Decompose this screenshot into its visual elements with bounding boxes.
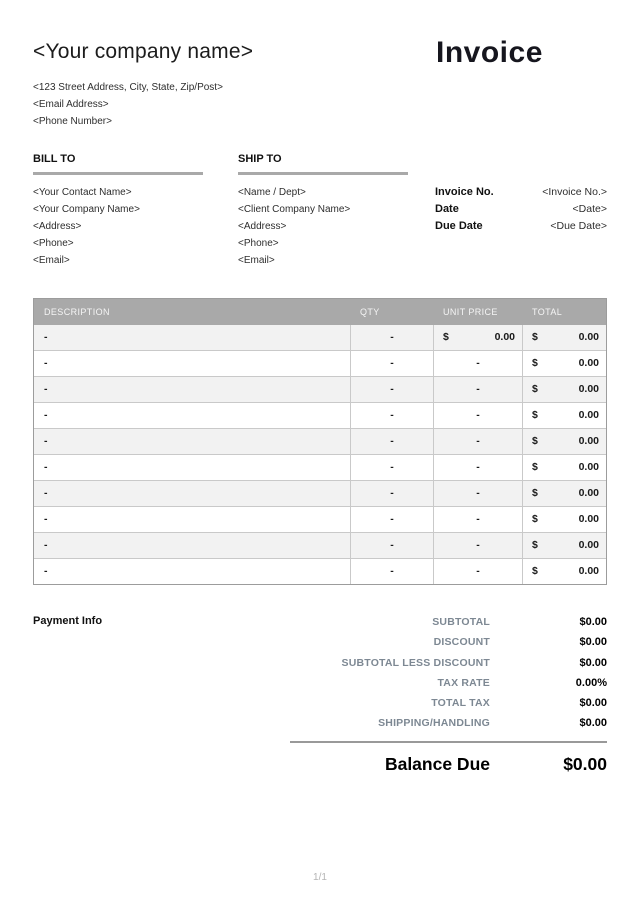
ship-to-line-field[interactable]: <Client Company Name> [238, 204, 351, 215]
ship-to-lines [238, 184, 408, 269]
bill-to-line-field[interactable]: <Your Contact Name> [33, 187, 132, 198]
summary-value: $0.00 [579, 616, 607, 628]
table-row [34, 377, 606, 403]
summary-row [250, 632, 607, 652]
invoice-meta-row [435, 218, 607, 235]
table-row [34, 455, 606, 481]
summary-value: $0.00 [579, 656, 607, 669]
company-name-field[interactable]: <Your company name> [33, 40, 254, 63]
summary-label: TAX RATE [437, 676, 490, 689]
item-total-cell-currency: $ [532, 513, 538, 525]
item-unit-price-cell[interactable]: - [433, 351, 522, 376]
item-description-cell[interactable]: - [44, 409, 48, 421]
item-qty-cell[interactable]: - [350, 481, 433, 506]
item-description-cell[interactable]: - [44, 461, 48, 473]
company-email-field[interactable]: <Email Address> [33, 99, 109, 110]
summary-value: $0.00 [579, 697, 607, 710]
bill-to-line-field[interactable]: <Address> [33, 221, 82, 232]
item-total-cell[interactable] [522, 559, 606, 584]
balance-due-row [250, 751, 607, 777]
ship-to-line-field[interactable]: <Phone> [238, 238, 279, 249]
item-total-cell[interactable] [522, 507, 606, 532]
company-block [33, 40, 253, 130]
item-total-cell-currency: $ [532, 409, 538, 421]
ship-to-line-field[interactable]: <Name / Dept> [238, 187, 306, 198]
item-total-cell-amount: 0.00 [578, 565, 599, 577]
bill-to-divider-bar [33, 172, 203, 175]
item-unit-price-cell[interactable]: - [433, 403, 522, 428]
item-total-cell[interactable] [522, 351, 606, 376]
item-description-cell[interactable]: - [44, 487, 48, 499]
item-description-cell[interactable]: - [44, 539, 48, 551]
item-total-cell-currency: $ [532, 565, 538, 577]
invoice-meta-value-field[interactable]: <Date> [572, 203, 607, 215]
item-qty-cell[interactable]: - [350, 351, 433, 376]
item-total-cell-amount: 0.00 [578, 461, 599, 473]
item-total-cell-amount: 0.00 [578, 331, 599, 343]
item-qty-cell[interactable]: - [350, 533, 433, 558]
bill-to-line-field[interactable]: <Email> [33, 255, 70, 266]
summary-value: 0.00% [575, 676, 607, 689]
item-total-cell[interactable] [522, 429, 606, 454]
item-total-cell[interactable] [522, 481, 606, 506]
item-total-cell-currency: $ [532, 461, 538, 473]
table-row [34, 533, 606, 559]
ship-to-line-field[interactable]: <Email> [238, 255, 275, 266]
column-header: DESCRIPTION [44, 307, 110, 317]
summary-label: SUBTOTAL LESS DISCOUNT [341, 656, 490, 669]
table-row [34, 403, 606, 429]
item-unit-price-cell[interactable]: - [433, 429, 522, 454]
summary-label: SHIPPING/HANDLING [378, 717, 490, 730]
item-qty-cell[interactable]: - [350, 559, 433, 584]
item-description-cell[interactable]: - [44, 357, 48, 369]
item-description-cell[interactable]: - [44, 513, 48, 525]
bill-to-lines [33, 184, 203, 269]
invoice-meta-value-field[interactable]: <Due Date> [550, 220, 607, 232]
item-total-cell-amount: 0.00 [578, 513, 599, 525]
summary-value: $0.00 [579, 717, 607, 730]
column-header: TOTAL [532, 307, 563, 317]
ship-to-section [238, 153, 408, 269]
bill-to-line-field[interactable]: <Phone> [33, 238, 74, 249]
item-description-cell[interactable]: - [44, 331, 48, 343]
item-qty-cell[interactable]: - [350, 403, 433, 428]
table-row [34, 429, 606, 455]
summary-row [250, 673, 607, 693]
item-total-cell-currency: $ [532, 357, 538, 369]
item-total-cell-currency: $ [532, 331, 538, 343]
column-header: UNIT PRICE [443, 307, 498, 317]
item-qty-cell[interactable]: - [350, 455, 433, 480]
balance-due-value: $0.00 [563, 754, 607, 774]
summary-row [250, 713, 607, 733]
item-total-cell-currency: $ [532, 435, 538, 447]
item-unit-price-cell[interactable]: - [433, 455, 522, 480]
item-unit-price-cell[interactable]: - [433, 377, 522, 402]
payment-info-label: Payment Info [33, 615, 103, 627]
item-total-cell-currency: $ [532, 539, 538, 551]
item-total-cell-amount: 0.00 [578, 357, 599, 369]
item-qty-cell[interactable]: - [350, 507, 433, 532]
summary-row [250, 612, 607, 632]
item-qty-cell[interactable]: - [350, 429, 433, 454]
company-contact-lines [33, 79, 253, 130]
item-total-cell[interactable] [522, 377, 606, 402]
balance-due-label: Balance Due [384, 754, 490, 774]
item-unit-price-cell[interactable]: - [433, 507, 522, 532]
invoice-meta-label: Date [435, 203, 459, 215]
table-row [34, 351, 606, 377]
ship-to-line-field[interactable]: <Address> [238, 221, 287, 232]
item-total-cell-currency: $ [532, 487, 538, 499]
item-qty-cell[interactable]: - [350, 377, 433, 402]
summary-label: TOTAL TAX [431, 697, 490, 710]
item-total-cell-amount: 0.00 [578, 383, 599, 395]
item-unit-price-cell-amount: 0.00 [494, 331, 515, 343]
table-row [34, 507, 606, 533]
items-table-header-row [34, 299, 606, 325]
invoice-meta-block [435, 184, 607, 235]
item-unit-price-cell[interactable] [433, 325, 522, 350]
company-phone-field[interactable]: <Phone Number> [33, 116, 112, 127]
item-total-cell-currency: $ [532, 383, 538, 395]
item-total-cell-amount: 0.00 [578, 487, 599, 499]
summary-row [250, 693, 607, 713]
invoice-meta-label: Due Date [435, 220, 483, 232]
ship-to-divider-bar [238, 172, 408, 175]
invoice-title: Invoice [436, 36, 543, 69]
item-total-cell[interactable] [522, 533, 606, 558]
bill-to-heading: BILL TO [33, 153, 76, 165]
item-unit-price-cell-currency: $ [443, 331, 449, 343]
item-total-cell-amount: 0.00 [578, 409, 599, 421]
item-unit-price-cell[interactable]: - [433, 481, 522, 506]
item-total-cell[interactable] [522, 403, 606, 428]
column-header: QTY [360, 307, 380, 317]
item-total-cell[interactable] [522, 325, 606, 350]
item-total-cell-amount: 0.00 [578, 539, 599, 551]
table-row [34, 559, 606, 584]
item-description-cell[interactable]: - [44, 435, 48, 447]
invoice-meta-row [435, 201, 607, 218]
item-total-cell-amount: 0.00 [578, 435, 599, 447]
balance-divider [290, 741, 607, 743]
invoice-meta-label: Invoice No. [435, 186, 494, 198]
item-total-cell[interactable] [522, 455, 606, 480]
summary-label: DISCOUNT [433, 636, 490, 649]
items-table [33, 298, 607, 585]
item-unit-price-cell[interactable]: - [433, 559, 522, 584]
table-row [34, 481, 606, 507]
summary-block [250, 612, 607, 734]
invoice-meta-row [435, 184, 607, 201]
company-address-field[interactable]: <123 Street Address, City, State, Zip/Post> [33, 82, 223, 93]
summary-value: $0.00 [579, 636, 607, 649]
item-description-cell[interactable]: - [44, 383, 48, 395]
table-row [34, 325, 606, 351]
bill-to-section [33, 153, 203, 269]
item-unit-price-cell[interactable]: - [433, 533, 522, 558]
bill-to-line-field[interactable]: <Your Company Name> [33, 204, 140, 215]
item-qty-cell[interactable]: - [350, 325, 433, 350]
items-table-body [34, 325, 606, 584]
invoice-meta-value-field[interactable]: <Invoice No.> [542, 186, 607, 198]
summary-row [250, 653, 607, 673]
ship-to-heading: SHIP TO [238, 153, 282, 165]
summary-label: SUBTOTAL [432, 616, 490, 628]
page-indicator: 1/1 [313, 872, 327, 883]
item-description-cell[interactable]: - [44, 565, 48, 577]
